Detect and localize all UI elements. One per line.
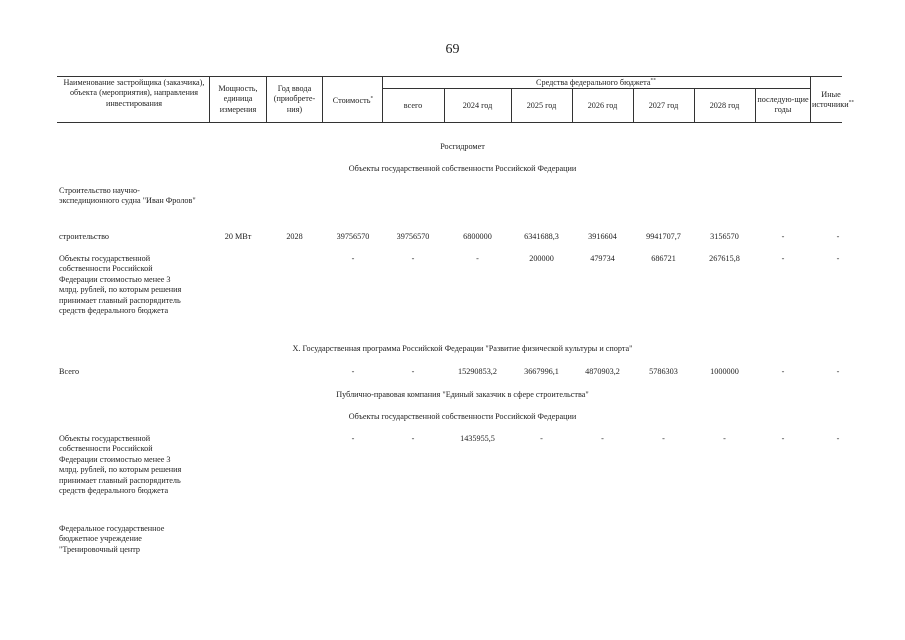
- cell-total: 39756570: [396, 232, 430, 241]
- header-col-capacity: Мощность, единица измерения: [218, 84, 258, 114]
- cell-2025: -: [540, 434, 543, 443]
- header-divider: [209, 76, 210, 122]
- cell-total: -: [411, 254, 415, 263]
- section-ppk: Публично-правовая компания "Единый заказчик в сфере строительства": [336, 390, 589, 399]
- cell-2025: 6341688,3: [524, 232, 559, 241]
- row-label: Объекты государственной собственности Российской Федерации стоимостью менее 3 млрд. рублей, по которым решения принимает главный распорядитель средств федерального бюджета: [59, 434, 182, 496]
- cell-2025: 200000: [529, 254, 554, 263]
- header-divider: [810, 76, 811, 122]
- cell-2024: 6800000: [463, 232, 492, 241]
- row-label: Всего: [59, 367, 80, 376]
- row-label: Объекты государственной собственности Российской Федерации стоимостью менее 3 млрд. рублей, по которым решения принимает главный распорядитель средств федерального бюджета: [59, 254, 182, 316]
- cell-year: 2028: [286, 232, 303, 241]
- header-sub-2028: 2028 год: [709, 101, 740, 110]
- header-sub-2025: 2025 год: [526, 101, 557, 110]
- cell-2027: 9941707,7: [646, 232, 681, 241]
- cell-other: -: [836, 232, 840, 241]
- cell-2028: 1000000: [710, 367, 739, 376]
- cell-2026: 4870903,2: [585, 367, 620, 376]
- header-divider: [266, 76, 267, 122]
- header-col-other-label: Иные источники: [812, 90, 849, 110]
- row-label: строительство: [59, 232, 110, 241]
- section-fed-property: Объекты государственной собственности Российской Федерации: [348, 164, 577, 173]
- header-sub-2024: 2024 год: [462, 101, 493, 110]
- header-sub-2027: 2027 год: [648, 101, 679, 110]
- section-fed-property: Объекты государственной собственности Российской Федерации: [348, 412, 577, 421]
- cell-2024: 15290853,2: [458, 367, 497, 376]
- cell-2024: 1435955,5: [460, 434, 495, 443]
- cell-2027: 5786303: [649, 367, 678, 376]
- cell-cost: 39756570: [336, 232, 370, 241]
- cell-2024: -: [476, 254, 479, 263]
- header-bottom-rule: [57, 122, 842, 123]
- cell-later: -: [781, 367, 785, 376]
- cell-2027: -: [662, 434, 665, 443]
- cell-2026: 3916604: [588, 232, 617, 241]
- header-col-cost-label: Стоимость: [332, 96, 371, 105]
- cell-2027: 686721: [651, 254, 676, 263]
- header-sub-2026: 2026 год: [587, 101, 618, 110]
- cell-2028: 267615,8: [709, 254, 740, 263]
- header-divider: [755, 88, 756, 122]
- cell-2028: 3156570: [710, 232, 739, 241]
- header-sub-later: последую-щие годы: [757, 95, 809, 115]
- section-program-x: X. Государственная программа Российской Федерации "Развитие физической культуры и спорта": [292, 344, 633, 353]
- cell-later: -: [781, 254, 785, 263]
- cell-other: -: [836, 254, 840, 263]
- cell-capacity: 20 МВт: [224, 232, 252, 241]
- header-federal-budget-sup: **: [650, 77, 656, 84]
- cell-other: -: [836, 367, 840, 376]
- page-number: 69: [445, 42, 460, 57]
- cell-later: -: [781, 434, 785, 443]
- header-col-other: [812, 90, 855, 111]
- cell-2028: -: [723, 434, 726, 443]
- header-col-year: Год ввода (приобрете-ния): [273, 84, 316, 114]
- header-divider: [322, 76, 323, 122]
- cell-total: -: [411, 434, 415, 443]
- header-col-cost: [324, 96, 382, 106]
- cell-2026: -: [601, 434, 604, 443]
- header-col-name: Наименование застройщика (заказчика), объекта (мероприятия), направления инвестирования: [63, 78, 205, 108]
- header-top-rule: [57, 76, 842, 77]
- cell-2025: 3667996,1: [524, 367, 559, 376]
- cell-cost: -: [351, 367, 355, 376]
- cell-2026: 479734: [590, 254, 615, 263]
- section-rosgidromet: Росгидромет: [440, 142, 485, 151]
- row-label: Федеральное государственное бюджетное учреждение "Тренировочный центр: [59, 524, 165, 554]
- header-sub-total: всего: [403, 101, 423, 110]
- cell-later: -: [781, 232, 785, 241]
- header-col-other-sup: **: [848, 99, 855, 106]
- cell-other: -: [836, 434, 840, 443]
- cell-total: -: [411, 367, 415, 376]
- project-name: Строительство научно-экспедиционного судна "Иван Фролов": [59, 186, 196, 206]
- header-federal-budget-label: Средства федерального бюджета: [536, 78, 651, 87]
- cell-cost: -: [351, 254, 355, 263]
- cell-cost: -: [351, 434, 355, 443]
- header-federal-budget: [382, 78, 810, 88]
- header-col-cost-sup: *: [370, 95, 374, 102]
